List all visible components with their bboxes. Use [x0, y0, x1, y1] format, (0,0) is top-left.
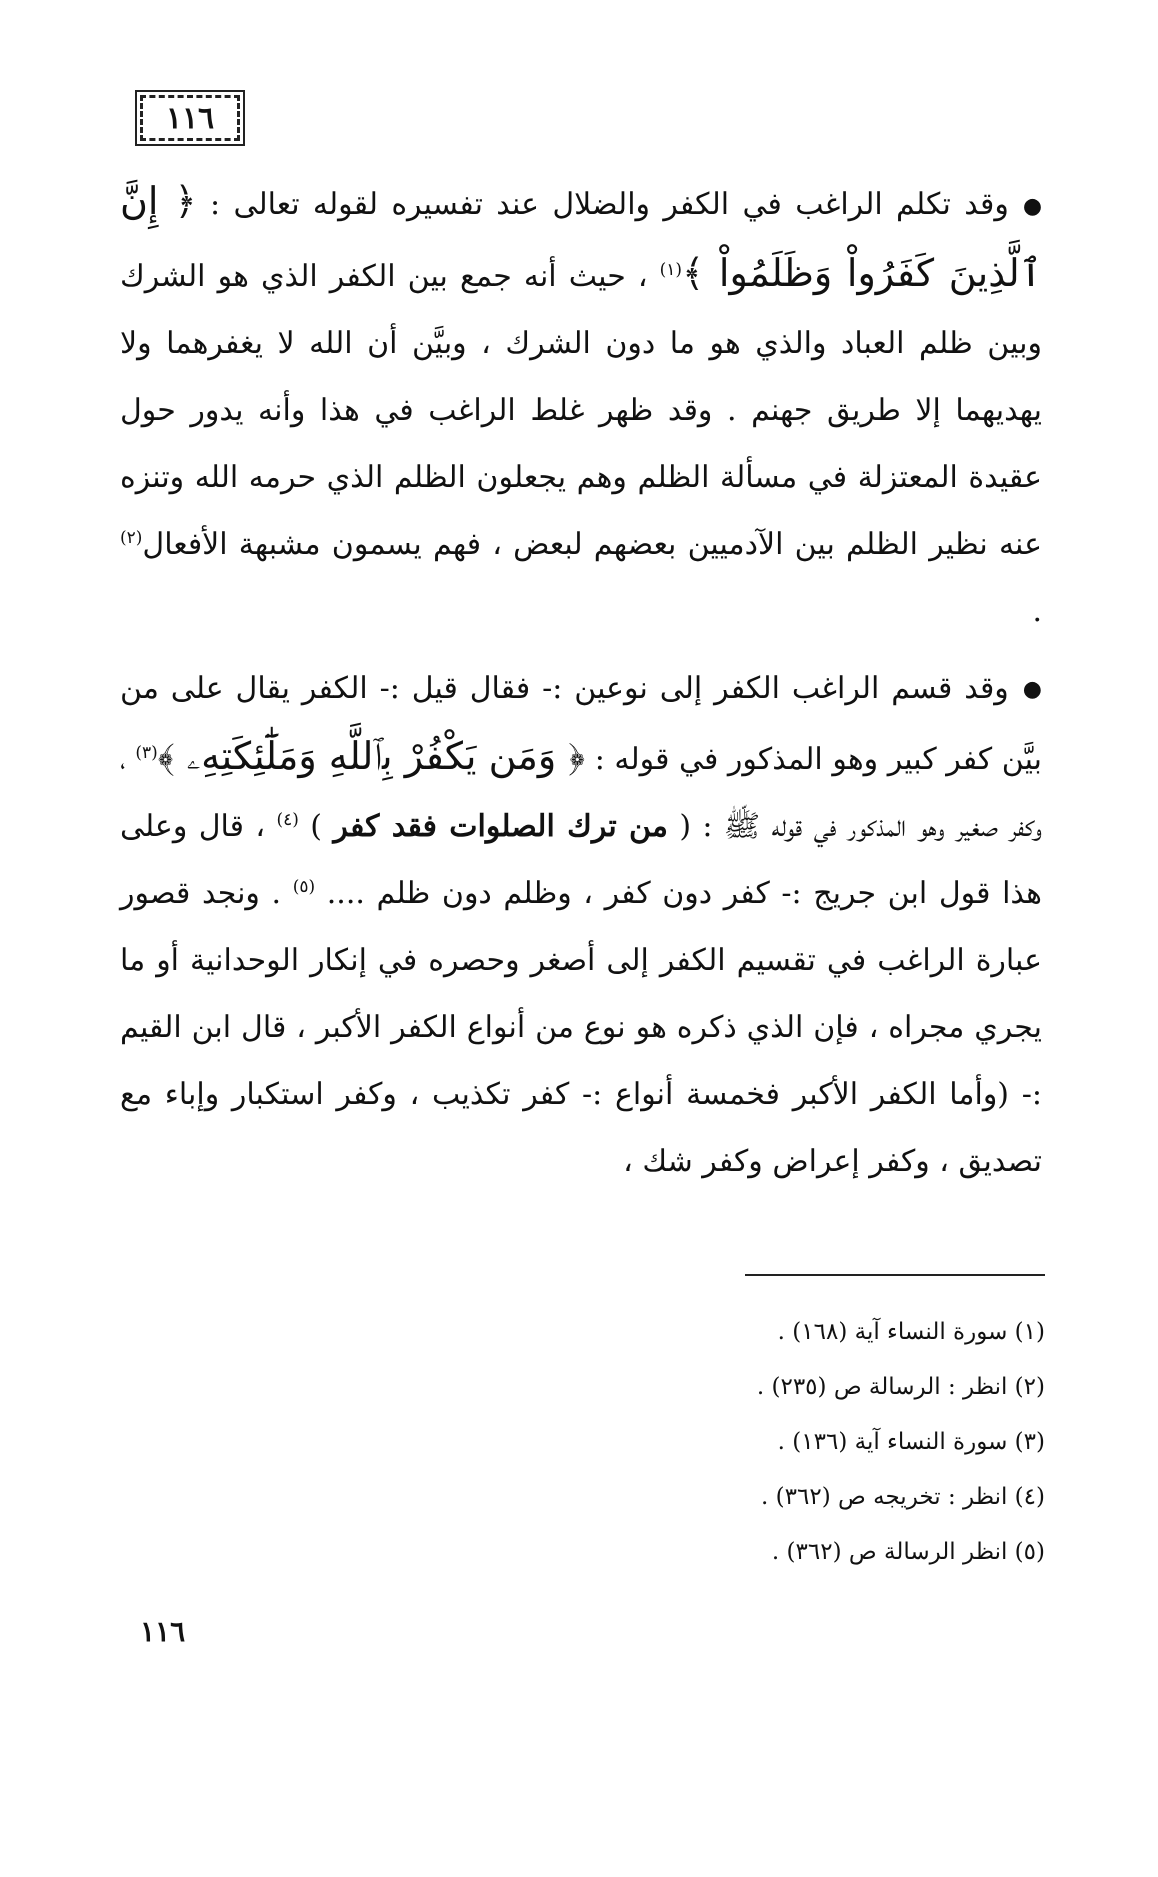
footnote-divider	[745, 1274, 1045, 1276]
paragraph-2	[120, 655, 1042, 1196]
quran-verse-2: ﴿ وَمَن يَكْفُرْ بِٱللَّهِ وَمَلَٰٓئِكَتِهِۦ ﴾	[157, 734, 586, 778]
footnote-5: (٥) انظر الرسالة ص (٣٦٢) .	[771, 1539, 1045, 1565]
main-text	[120, 168, 1042, 1205]
paragraph-1	[120, 168, 1042, 645]
p2-text-b: ، وكفر صغير وهو المذكور في قوله ﷺ : (	[120, 742, 1042, 844]
footnote-ref-2: (٢)	[120, 527, 143, 548]
hadith-text: من ترك الصلوات فقد كفر	[333, 809, 668, 844]
p1-text-c: .	[1032, 593, 1042, 629]
p1-text-b: ، حيث أنه جمع بين الكفر الذي هو الشرك وبين ظلم العباد والذي هو ما دون الشرك ، وبيَّن أن الله لا يغفرهما ولا يهديهما إلا طريق جهنم . وقد ظهر غلط الراغب في هذا وأنه يدور حول عقيدة المعتزلة في مسألة الظلم وهم يجعلون الظلم الذي حرمه الله وتنزه عنه نظير الظلم بين الآدميين بعضهم لبعض ، فهم يسمون مشبهة الأفعال	[120, 258, 1042, 562]
footnote-ref-4: (٤)	[276, 810, 299, 830]
p1-text-a: وقد تكلم الراغب في الكفر والضلال عند تفسيره لقوله تعالى :	[196, 187, 1009, 222]
quran-verse-1: ﴿ إِنَّ ٱلَّذِينَ كَفَرُواْ وَظَلَمُواْ ﴾	[120, 179, 1042, 295]
footnote-3: (٣) سورة النساء آية (١٣٦) .	[777, 1429, 1045, 1455]
footnote-ref-3: (٣)	[135, 743, 158, 763]
footnote-ref-5: (٥)	[292, 877, 316, 897]
p2-text-d: ، قال وعلى هذا قول ابن جريج :- كفر دون كفر ، وظلم دون ظلم ....	[120, 809, 1042, 911]
p2-text-e: . ونجد قصور عبارة الراغب في تقسيم الكفر إلى أصغر وحصره في إنكار الوحدانية أو ما يجري مجراه ، فإن الذي ذكره هو نوع من أنواع الكفر الأكبر ، قال ابن القيم :- (وأما الكفر الأكبر فخمسة أنواع :- كفر تكذيب ، وكفر استكبار وإباء مع تصديق ، وكفر إعراض وكفر شك ،	[120, 876, 1042, 1179]
page-number-box	[140, 95, 240, 141]
page-number-bottom: ١١٦	[140, 1615, 186, 1648]
page-number-top: ١١٦	[165, 100, 215, 136]
bullet-icon: ●	[1022, 193, 1043, 219]
p2-text-c: )	[298, 809, 334, 844]
footnote-1: (١) سورة النساء آية (١٦٨) .	[777, 1319, 1045, 1345]
bullet-icon: ●	[1022, 677, 1042, 702]
p2-text-a: وقد قسم الراغب الكفر إلى نوعين :- فقال قيل :- الكفر يقال على من بيَّن كفر كبير وهو المذكور في قوله :	[120, 670, 1043, 777]
footnote-4: (٤) انظر : تخريجه ص (٣٦٢) .	[761, 1484, 1045, 1510]
footnotes	[600, 1305, 1045, 1580]
footnote-2: (٢) انظر : الرسالة ص (٢٣٥) .	[756, 1374, 1045, 1400]
footnote-ref-1: (١)	[659, 259, 683, 280]
